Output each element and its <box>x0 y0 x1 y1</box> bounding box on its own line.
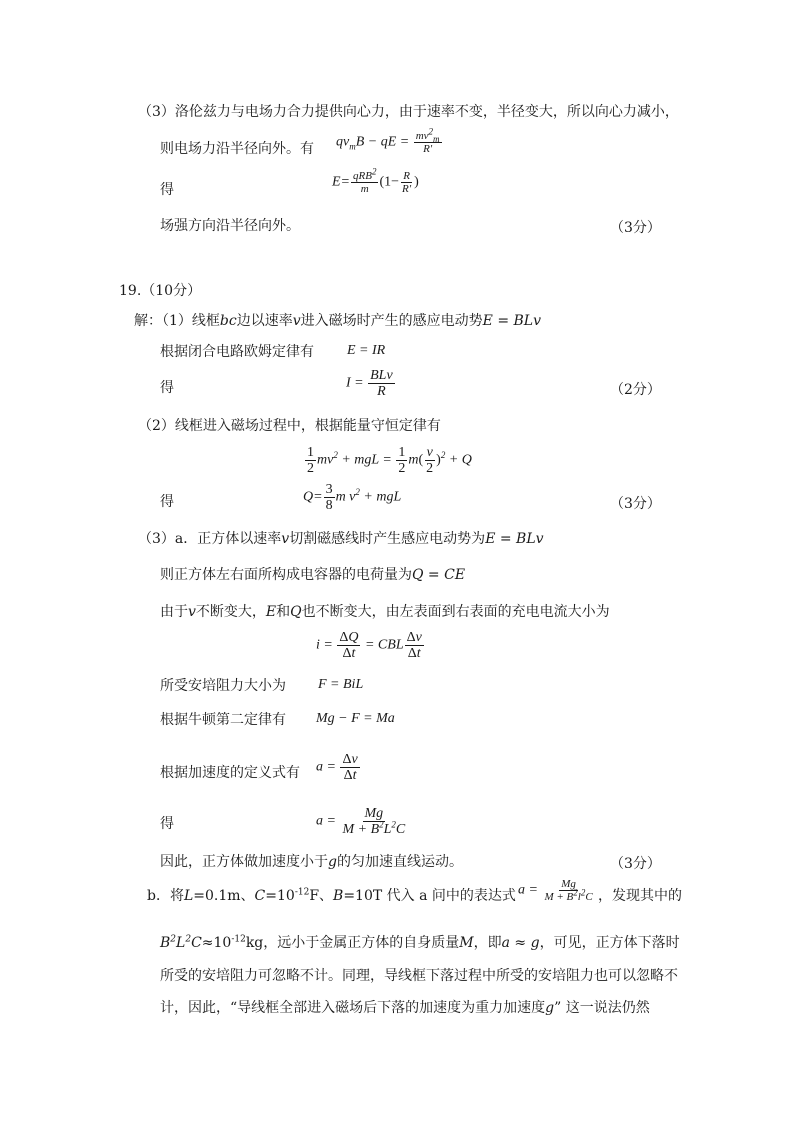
text: =10 <box>265 888 295 904</box>
q19-part3b-line3: 所受的安培阻力可忽略不计。同理，导线框下落过程中所受的安培阻力也可以忽略不 <box>160 968 678 984</box>
emf-equation: E = BLv <box>482 313 542 329</box>
var-E: E <box>265 604 277 620</box>
ampere-force-equation: F = BiL <box>318 677 364 692</box>
a-approx-g: a ≈ g <box>501 935 540 951</box>
emf-equation: E = BLv <box>485 531 544 547</box>
var-v: v <box>188 604 196 620</box>
q19-part3a-line <box>138 530 544 548</box>
q18-score: （3分） <box>610 220 661 236</box>
text: ，即 <box>473 935 502 951</box>
text: 边以速率 <box>236 313 293 329</box>
q19-part1-line <box>134 312 541 330</box>
q19-conclusion-line <box>160 853 463 871</box>
newton-equation: Mg − F = Ma <box>316 711 395 726</box>
text: =0.1m、 <box>193 888 255 904</box>
q19-newton-line: 根据牛顿第二定律有 <box>160 712 286 728</box>
q19-score3: （3分） <box>610 856 661 872</box>
q19-header: 19.（10分） <box>119 283 202 299</box>
heat-result-equation: Q= $\frac{3}{8}$ m $v^2$ + mgL <box>303 482 402 513</box>
q18-part3-line4: 场强方向沿半径向外。 <box>160 218 300 234</box>
text: 解：（1）线框 <box>134 313 220 329</box>
q19-ohm-line: 根据闭合电路欧姆定律有 <box>160 344 314 360</box>
var-M: M <box>459 935 474 951</box>
text: 则正方体左右面所构成电容器的电荷量为 <box>160 567 412 583</box>
q19-capacitor-line <box>160 566 465 584</box>
q19-part3b-line1-end: ，发现其中的 <box>598 888 682 904</box>
text: ≈10 <box>201 935 232 951</box>
text: 不断变大， <box>195 604 266 620</box>
b2l2c-term: $B^2L^2C$ <box>160 934 202 951</box>
var-C: C <box>254 888 266 904</box>
text: ，可见，正方体下落时 <box>539 935 680 951</box>
exponent: -12 <box>294 887 310 898</box>
var-v: v <box>281 531 290 547</box>
q19-growth-line <box>160 603 610 621</box>
q19-de3-label: 得 <box>160 816 174 832</box>
text: 计，因此，“导线框全部进入磁场后下落的加速度为重力加速度 <box>160 1000 546 1016</box>
q18-de-label: 得 <box>160 182 174 198</box>
var-g: g <box>328 854 337 870</box>
text: 切割磁感线时产生感应电动势为 <box>289 531 486 547</box>
q19-de2-label: 得 <box>160 494 174 510</box>
q18-part3-line2: 则电场力沿半径向外。有 <box>160 141 314 157</box>
text: 进入磁场时产生的感应电动势 <box>300 313 483 329</box>
text: kg，远小于金属正方体的自身质量 <box>245 935 460 951</box>
text: 由于 <box>160 604 188 620</box>
q19-part3b-line2 <box>160 934 680 952</box>
acceleration-definition-equation: a = $\frac{\Delta v}{\Delta t}$ <box>316 752 358 783</box>
energy-conservation-equation: $\frac{1}{2}$ $mv^2$ + mgL = $\frac{1}{2}$ m( $\frac{v}{2}$ )$^2$ + Q <box>307 445 472 476</box>
substitution-expression: a = $\frac{Mg}{M + B^2l^2C}$ <box>518 878 593 903</box>
current-result-equation: I = $\frac{\text{BLv}}{R}$ <box>346 368 393 399</box>
q19-part2-line: （2）线框进入磁场过程中，根据能量守恒定律有 <box>138 418 441 434</box>
q19-ampere-line: 所受安培阻力大小为 <box>160 678 286 694</box>
var-Q: Q <box>290 604 302 620</box>
text: ” 这一说法仍然 <box>554 1000 650 1016</box>
charge-equation: Q = CE <box>412 567 466 583</box>
acceleration-result-equation: a = $\frac{Mg}{M + B^2L^2C}$ <box>316 806 406 837</box>
q18-force-equation: $qv_mB$ − qE = $\frac{mv^2_m}{R'}$ <box>336 126 440 155</box>
q19-de1-label: 得 <box>160 380 174 396</box>
q19-part3b-line1 <box>147 887 516 905</box>
q19-acceleration-line: 根据加速度的定义式有 <box>160 765 300 781</box>
q18-part3-line1: （3）洛伦兹力与电场力合力提供向心力，由于速率不变，半径变大，所以向心力减小， <box>138 104 679 120</box>
current-derivative-equation: i = $\frac{\Delta Q}{\Delta t}$ = CBL $\frac{\Delta v}{\Delta t}$ <box>316 630 422 661</box>
text: 因此，正方体做加速度小于 <box>160 854 328 870</box>
exponent: -12 <box>231 934 246 945</box>
ohm-equation: E = IR <box>347 343 386 358</box>
text: 和 <box>276 604 291 620</box>
text: b．将 <box>147 888 184 904</box>
var-g: g <box>545 1000 555 1016</box>
text: F、 <box>309 888 334 904</box>
var-v: v <box>292 313 301 329</box>
var-bc: bc <box>219 313 237 329</box>
text: （3）a．正方体以速率 <box>138 531 282 547</box>
q19-score2: （3分） <box>610 496 661 512</box>
q19-part3b-line4 <box>160 999 650 1017</box>
text: 的匀加速直线运动。 <box>336 854 463 870</box>
text: 也不断变大，由左表面到右表面的充电电流大小为 <box>301 604 610 620</box>
var-B: B <box>333 888 344 904</box>
text: =10T 代入 a 问中的表达式 <box>343 888 516 904</box>
q19-score1: （2分） <box>610 382 661 398</box>
q18-field-result-equation: E= $\frac{qRB^2}{m}$ (1− $\frac{R}{R'}$ ) <box>332 166 419 195</box>
var-L: L <box>183 888 194 904</box>
